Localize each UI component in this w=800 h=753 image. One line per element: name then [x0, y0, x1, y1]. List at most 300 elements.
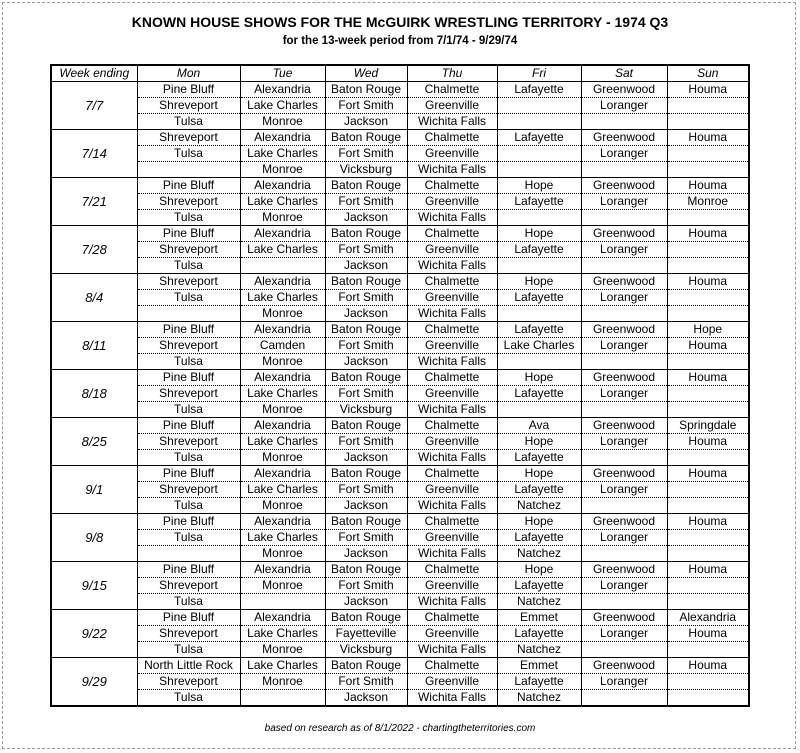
venue-cell-sun: [667, 674, 749, 690]
week-ending-cell: 8/25: [51, 418, 137, 466]
venue-cell-mon: [137, 546, 240, 562]
venue-cell-mon: Tulsa: [137, 146, 240, 162]
venue-cell-sat: [581, 402, 667, 418]
table-row: [51, 146, 749, 162]
venue-cell-sun: Houma: [667, 130, 749, 146]
venue-cell-mon: Tulsa: [137, 402, 240, 418]
table-row: [51, 226, 749, 242]
venue-cell-sat: Greenwood: [581, 82, 667, 98]
venue-cell-wed: Fort Smith: [325, 674, 407, 690]
venue-cell-fri: Hope: [497, 226, 581, 242]
venue-cell-fri: Lafayette: [497, 130, 581, 146]
venue-cell-fri: Hope: [497, 178, 581, 194]
venue-cell-fri: [497, 210, 581, 226]
venue-cell-mon: Shreveport: [137, 130, 240, 146]
venue-cell-wed: Jackson: [325, 546, 407, 562]
venue-cell-tue: [240, 258, 325, 274]
venue-cell-wed: Fayetteville: [325, 626, 407, 642]
table-row: [51, 338, 749, 354]
venue-cell-sat: Greenwood: [581, 130, 667, 146]
venue-cell-thu: Greenville: [407, 194, 497, 210]
venue-cell-tue: Lake Charles: [240, 242, 325, 258]
venue-cell-mon: Shreveport: [137, 434, 240, 450]
table-row: [51, 306, 749, 322]
venue-cell-thu: Chalmette: [407, 658, 497, 674]
table-row: [51, 466, 749, 482]
venue-cell-fri: Hope: [497, 434, 581, 450]
venue-cell-fri: Lafayette: [497, 386, 581, 402]
venue-cell-wed: Jackson: [325, 210, 407, 226]
venue-cell-thu: Chalmette: [407, 130, 497, 146]
venue-cell-fri: Ava: [497, 418, 581, 434]
venue-cell-thu: Greenville: [407, 530, 497, 546]
week-ending-cell: 9/29: [51, 658, 137, 707]
schedule-table: [50, 64, 750, 707]
venue-cell-sat: Greenwood: [581, 226, 667, 242]
venue-cell-wed: Fort Smith: [325, 578, 407, 594]
venue-cell-sun: [667, 114, 749, 130]
venue-cell-mon: Pine Bluff: [137, 178, 240, 194]
header-sun: Sun: [667, 65, 749, 82]
venue-cell-thu: Chalmette: [407, 610, 497, 626]
venue-cell-sun: Houma: [667, 626, 749, 642]
venue-cell-sun: [667, 242, 749, 258]
venue-cell-tue: Lake Charles: [240, 482, 325, 498]
venue-cell-sun: [667, 498, 749, 514]
table-row: [51, 258, 749, 274]
venue-cell-mon: Shreveport: [137, 386, 240, 402]
venue-cell-mon: Tulsa: [137, 642, 240, 658]
venue-cell-thu: Chalmette: [407, 466, 497, 482]
venue-cell-tue: Alexandria: [240, 466, 325, 482]
venue-cell-sun: [667, 530, 749, 546]
venue-cell-tue: Monroe: [240, 578, 325, 594]
table-row: [51, 162, 749, 178]
venue-cell-sat: Loranger: [581, 242, 667, 258]
venue-cell-thu: Chalmette: [407, 322, 497, 338]
venue-cell-wed: Baton Rouge: [325, 562, 407, 578]
venue-cell-mon: North Little Rock: [137, 658, 240, 674]
venue-cell-wed: Baton Rouge: [325, 130, 407, 146]
venue-cell-sat: [581, 546, 667, 562]
venue-cell-mon: Tulsa: [137, 258, 240, 274]
week-ending-cell: 9/1: [51, 466, 137, 514]
venue-cell-wed: Fort Smith: [325, 242, 407, 258]
week-ending-cell: 8/4: [51, 274, 137, 322]
header-sat: Sat: [581, 65, 667, 82]
venue-cell-sat: Loranger: [581, 146, 667, 162]
venue-cell-tue: Lake Charles: [240, 386, 325, 402]
venue-cell-sun: Houma: [667, 434, 749, 450]
venue-cell-sat: [581, 594, 667, 610]
venue-cell-thu: Wichita Falls: [407, 402, 497, 418]
venue-cell-tue: Lake Charles: [240, 626, 325, 642]
venue-cell-wed: Vicksburg: [325, 402, 407, 418]
venue-cell-sat: [581, 498, 667, 514]
table-row: [51, 178, 749, 194]
table-row: [51, 274, 749, 290]
venue-cell-thu: Wichita Falls: [407, 642, 497, 658]
venue-cell-tue: Alexandria: [240, 610, 325, 626]
venue-cell-sun: Houma: [667, 370, 749, 386]
venue-cell-sun: [667, 258, 749, 274]
venue-cell-mon: Shreveport: [137, 98, 240, 114]
venue-cell-fri: [497, 402, 581, 418]
venue-cell-fri: [497, 114, 581, 130]
venue-cell-mon: Tulsa: [137, 114, 240, 130]
venue-cell-fri: Hope: [497, 274, 581, 290]
venue-cell-sun: Houma: [667, 514, 749, 530]
venue-cell-wed: Baton Rouge: [325, 82, 407, 98]
venue-cell-wed: Jackson: [325, 450, 407, 466]
venue-cell-wed: Fort Smith: [325, 146, 407, 162]
venue-cell-wed: Fort Smith: [325, 98, 407, 114]
venue-cell-mon: Shreveport: [137, 242, 240, 258]
venue-cell-sat: Greenwood: [581, 274, 667, 290]
venue-cell-sun: Houma: [667, 82, 749, 98]
venue-cell-sat: Greenwood: [581, 370, 667, 386]
table-row: [51, 114, 749, 130]
table-row: [51, 370, 749, 386]
venue-cell-thu: Greenville: [407, 434, 497, 450]
venue-cell-sun: [667, 578, 749, 594]
venue-cell-sun: [667, 290, 749, 306]
venue-cell-sat: Loranger: [581, 482, 667, 498]
venue-cell-tue: Monroe: [240, 114, 325, 130]
venue-cell-sat: Loranger: [581, 578, 667, 594]
venue-cell-fri: Hope: [497, 370, 581, 386]
table-row: [51, 594, 749, 610]
venue-cell-fri: Hope: [497, 466, 581, 482]
venue-cell-thu: Chalmette: [407, 226, 497, 242]
week-ending-cell: 7/21: [51, 178, 137, 226]
venue-cell-mon: Pine Bluff: [137, 610, 240, 626]
venue-cell-tue: Monroe: [240, 674, 325, 690]
venue-cell-sat: [581, 642, 667, 658]
venue-cell-sun: Houma: [667, 466, 749, 482]
table-row: [51, 546, 749, 562]
venue-cell-mon: Pine Bluff: [137, 514, 240, 530]
venue-cell-sun: [667, 386, 749, 402]
venue-cell-thu: Greenville: [407, 290, 497, 306]
venue-cell-sun: Hope: [667, 322, 749, 338]
venue-cell-mon: Pine Bluff: [137, 418, 240, 434]
table-row: [51, 658, 749, 674]
venue-cell-tue: Monroe: [240, 354, 325, 370]
venue-cell-wed: Fort Smith: [325, 290, 407, 306]
venue-cell-wed: Jackson: [325, 690, 407, 707]
venue-cell-sat: [581, 210, 667, 226]
venue-cell-fri: Hope: [497, 562, 581, 578]
venue-cell-sun: [667, 162, 749, 178]
venue-cell-sat: Greenwood: [581, 658, 667, 674]
venue-cell-fri: Lafayette: [497, 530, 581, 546]
venue-cell-wed: Jackson: [325, 594, 407, 610]
venue-cell-sun: [667, 642, 749, 658]
venue-cell-thu: Chalmette: [407, 562, 497, 578]
venue-cell-tue: Camden: [240, 338, 325, 354]
venue-cell-tue: Lake Charles: [240, 98, 325, 114]
venue-cell-fri: Lafayette: [497, 322, 581, 338]
venue-cell-sat: Greenwood: [581, 418, 667, 434]
page-subtitle: for the 13-week period from 7/1/74 - 9/29/74: [282, 35, 518, 47]
venue-cell-sat: Loranger: [581, 386, 667, 402]
venue-cell-sat: [581, 114, 667, 130]
venue-cell-fri: Lafayette: [497, 626, 581, 642]
venue-cell-tue: Monroe: [240, 210, 325, 226]
venue-cell-fri: [497, 354, 581, 370]
venue-cell-fri: [497, 146, 581, 162]
header-thu: Thu: [407, 65, 497, 82]
table-row: [51, 562, 749, 578]
venue-cell-sat: Greenwood: [581, 610, 667, 626]
venue-cell-mon: Shreveport: [137, 674, 240, 690]
venue-cell-fri: Lafayette: [497, 290, 581, 306]
venue-cell-mon: Pine Bluff: [137, 562, 240, 578]
venue-cell-thu: Greenville: [407, 338, 497, 354]
venue-cell-mon: Shreveport: [137, 338, 240, 354]
venue-cell-fri: Lafayette: [497, 578, 581, 594]
venue-cell-fri: [497, 306, 581, 322]
header-wed: Wed: [325, 65, 407, 82]
venue-cell-wed: Vicksburg: [325, 642, 407, 658]
venue-cell-thu: Chalmette: [407, 178, 497, 194]
venue-cell-wed: Fort Smith: [325, 386, 407, 402]
venue-cell-thu: Greenville: [407, 674, 497, 690]
venue-cell-thu: Greenville: [407, 98, 497, 114]
venue-cell-sun: Alexandria: [667, 610, 749, 626]
venue-cell-tue: Alexandria: [240, 178, 325, 194]
venue-cell-thu: Greenville: [407, 482, 497, 498]
venue-cell-sat: [581, 306, 667, 322]
week-ending-cell: 7/7: [51, 82, 137, 130]
table-row: [51, 386, 749, 402]
venue-cell-wed: Fort Smith: [325, 194, 407, 210]
header-week-ending: Week ending: [51, 65, 137, 82]
venue-cell-sat: [581, 690, 667, 707]
venue-cell-mon: Tulsa: [137, 690, 240, 707]
header-mon: Mon: [137, 65, 240, 82]
venue-cell-thu: Wichita Falls: [407, 354, 497, 370]
venue-cell-sat: Greenwood: [581, 562, 667, 578]
venue-cell-tue: Alexandria: [240, 130, 325, 146]
table-row: [51, 530, 749, 546]
venue-cell-tue: Monroe: [240, 642, 325, 658]
week-ending-cell: 8/11: [51, 322, 137, 370]
table-row: [51, 514, 749, 530]
venue-cell-fri: [497, 258, 581, 274]
venue-cell-wed: Fort Smith: [325, 530, 407, 546]
venue-cell-thu: Wichita Falls: [407, 258, 497, 274]
venue-cell-thu: Wichita Falls: [407, 690, 497, 707]
venue-cell-tue: [240, 594, 325, 610]
table-row: [51, 578, 749, 594]
venue-cell-fri: Lafayette: [497, 82, 581, 98]
venue-cell-thu: Wichita Falls: [407, 306, 497, 322]
venue-cell-fri: Lafayette: [497, 242, 581, 258]
venue-cell-sun: Monroe: [667, 194, 749, 210]
venue-cell-tue: Monroe: [240, 306, 325, 322]
venue-cell-sun: Houma: [667, 274, 749, 290]
venue-cell-wed: Baton Rouge: [325, 226, 407, 242]
venue-cell-mon: [137, 162, 240, 178]
venue-cell-mon: Tulsa: [137, 498, 240, 514]
venue-cell-mon: Tulsa: [137, 210, 240, 226]
venue-cell-thu: Greenville: [407, 146, 497, 162]
venue-cell-tue: Lake Charles: [240, 530, 325, 546]
venue-cell-fri: Lake Charles: [497, 338, 581, 354]
table-row: [51, 82, 749, 98]
venue-cell-sun: [667, 146, 749, 162]
venue-cell-mon: Shreveport: [137, 274, 240, 290]
venue-cell-thu: Wichita Falls: [407, 498, 497, 514]
venue-cell-tue: Lake Charles: [240, 290, 325, 306]
venue-cell-sat: Loranger: [581, 194, 667, 210]
venue-cell-wed: Jackson: [325, 258, 407, 274]
venue-cell-fri: Emmet: [497, 610, 581, 626]
table-row: [51, 418, 749, 434]
venue-cell-thu: Wichita Falls: [407, 594, 497, 610]
venue-cell-sat: Loranger: [581, 674, 667, 690]
venue-cell-sun: Houma: [667, 658, 749, 674]
venue-cell-tue: Monroe: [240, 162, 325, 178]
venue-cell-fri: Lafayette: [497, 450, 581, 466]
venue-cell-mon: [137, 306, 240, 322]
venue-cell-wed: Baton Rouge: [325, 322, 407, 338]
venue-cell-wed: Vicksburg: [325, 162, 407, 178]
venue-cell-sun: [667, 354, 749, 370]
venue-cell-sat: [581, 450, 667, 466]
venue-cell-thu: Greenville: [407, 242, 497, 258]
venue-cell-thu: Wichita Falls: [407, 210, 497, 226]
table-row: [51, 482, 749, 498]
venue-cell-sun: [667, 450, 749, 466]
venue-cell-wed: Jackson: [325, 306, 407, 322]
venue-cell-wed: Baton Rouge: [325, 178, 407, 194]
venue-cell-mon: Tulsa: [137, 450, 240, 466]
header-row: [51, 65, 749, 82]
venue-cell-tue: Monroe: [240, 450, 325, 466]
venue-cell-fri: Natchez: [497, 498, 581, 514]
venue-cell-mon: Pine Bluff: [137, 226, 240, 242]
venue-cell-mon: Tulsa: [137, 530, 240, 546]
venue-cell-mon: Shreveport: [137, 626, 240, 642]
table-row: [51, 354, 749, 370]
venue-cell-sat: Loranger: [581, 290, 667, 306]
table-row: [51, 674, 749, 690]
venue-cell-tue: [240, 690, 325, 707]
venue-cell-tue: Lake Charles: [240, 146, 325, 162]
venue-cell-fri: Lafayette: [497, 674, 581, 690]
venue-cell-tue: Alexandria: [240, 418, 325, 434]
venue-cell-wed: Baton Rouge: [325, 514, 407, 530]
venue-cell-sat: Loranger: [581, 626, 667, 642]
venue-cell-mon: Tulsa: [137, 354, 240, 370]
venue-cell-sun: [667, 546, 749, 562]
venue-cell-sun: Houma: [667, 562, 749, 578]
venue-cell-sun: [667, 482, 749, 498]
venue-cell-tue: Alexandria: [240, 514, 325, 530]
venue-cell-wed: Fort Smith: [325, 338, 407, 354]
venue-cell-mon: Shreveport: [137, 194, 240, 210]
venue-cell-fri: [497, 98, 581, 114]
page-title: KNOWN HOUSE SHOWS FOR THE McGUIRK WRESTLING TERRITORY - 1974 Q3: [131, 14, 669, 30]
venue-cell-tue: Monroe: [240, 498, 325, 514]
venue-cell-wed: Fort Smith: [325, 434, 407, 450]
venue-cell-mon: Tulsa: [137, 594, 240, 610]
venue-cell-tue: Alexandria: [240, 226, 325, 242]
venue-cell-wed: Baton Rouge: [325, 370, 407, 386]
venue-cell-tue: Alexandria: [240, 274, 325, 290]
venue-cell-sat: Loranger: [581, 434, 667, 450]
venue-cell-wed: Baton Rouge: [325, 418, 407, 434]
venue-cell-wed: Baton Rouge: [325, 274, 407, 290]
venue-cell-sun: [667, 210, 749, 226]
venue-cell-sat: Loranger: [581, 338, 667, 354]
venue-cell-fri: Natchez: [497, 546, 581, 562]
venue-cell-fri: Lafayette: [497, 482, 581, 498]
venue-cell-wed: Jackson: [325, 354, 407, 370]
venue-cell-fri: Natchez: [497, 690, 581, 707]
venue-cell-thu: Greenville: [407, 386, 497, 402]
venue-cell-sat: Loranger: [581, 98, 667, 114]
venue-cell-fri: Hope: [497, 514, 581, 530]
venue-cell-mon: Tulsa: [137, 290, 240, 306]
venue-cell-fri: Emmet: [497, 658, 581, 674]
table-row: [51, 242, 749, 258]
table-row: [51, 130, 749, 146]
venue-cell-sat: Greenwood: [581, 514, 667, 530]
week-ending-cell: 7/28: [51, 226, 137, 274]
venue-cell-wed: Baton Rouge: [325, 658, 407, 674]
week-ending-cell: 7/14: [51, 130, 137, 178]
table-row: [51, 498, 749, 514]
venue-cell-sat: [581, 258, 667, 274]
venue-cell-sat: [581, 162, 667, 178]
venue-cell-thu: Chalmette: [407, 418, 497, 434]
venue-cell-sun: [667, 306, 749, 322]
venue-cell-tue: Lake Charles: [240, 658, 325, 674]
venue-cell-mon: Pine Bluff: [137, 322, 240, 338]
venue-cell-mon: Pine Bluff: [137, 82, 240, 98]
venue-cell-sat: Greenwood: [581, 322, 667, 338]
venue-cell-sun: [667, 690, 749, 707]
venue-cell-mon: Shreveport: [137, 482, 240, 498]
week-ending-cell: 9/15: [51, 562, 137, 610]
venue-cell-wed: Jackson: [325, 498, 407, 514]
table-row: [51, 690, 749, 707]
venue-cell-fri: Natchez: [497, 642, 581, 658]
venue-cell-tue: Lake Charles: [240, 434, 325, 450]
venue-cell-mon: Pine Bluff: [137, 370, 240, 386]
venue-cell-sun: Houma: [667, 338, 749, 354]
week-ending-cell: 9/8: [51, 514, 137, 562]
venue-cell-thu: Chalmette: [407, 82, 497, 98]
table-row: [51, 434, 749, 450]
venue-cell-sun: Houma: [667, 178, 749, 194]
venue-cell-sun: Houma: [667, 226, 749, 242]
table-row: [51, 210, 749, 226]
venue-cell-sun: [667, 402, 749, 418]
venue-cell-thu: Wichita Falls: [407, 546, 497, 562]
venue-cell-thu: Wichita Falls: [407, 114, 497, 130]
venue-cell-thu: Wichita Falls: [407, 162, 497, 178]
venue-cell-thu: Chalmette: [407, 514, 497, 530]
table-row: [51, 642, 749, 658]
venue-cell-sat: Greenwood: [581, 178, 667, 194]
footer-credit: based on research as of 8/1/2022 - chartingtheterritories.com: [264, 723, 536, 734]
venue-cell-tue: Monroe: [240, 402, 325, 418]
